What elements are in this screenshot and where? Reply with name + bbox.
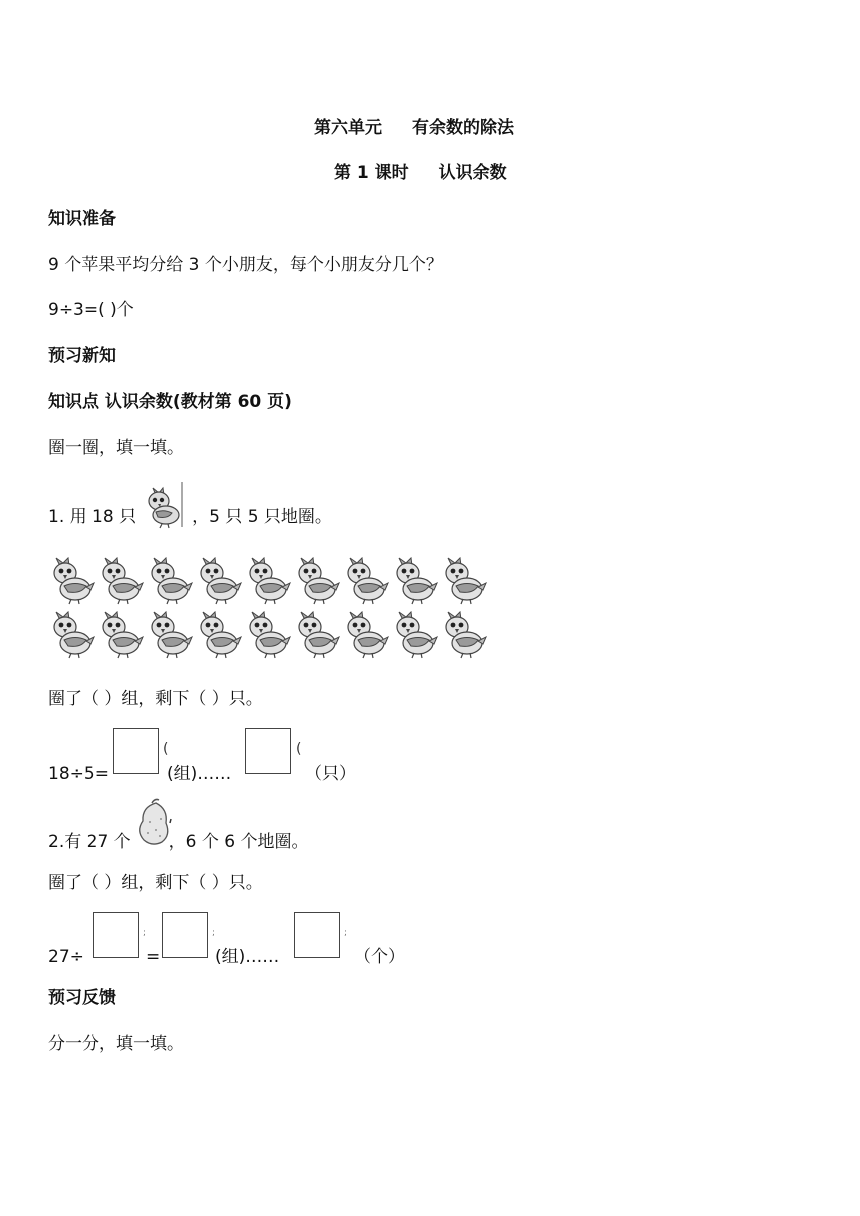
feedback-instruction: 分一分，填一填。 [48,1034,184,1054]
prep-equation: 9÷3=( )个 [48,300,134,320]
bird-icon [152,612,192,658]
bird-icon [299,558,339,604]
q1-bird-icon [142,481,184,529]
bird-icon [103,558,143,604]
bird-icon [397,558,437,604]
q1-eq-mid: (组)…… [167,764,232,784]
q2-eq-left: 27÷ [48,947,84,967]
section-feedback-heading: 预习反馈 [48,988,116,1008]
bird-icon [54,612,94,658]
q1-paren-mark-1: ( [163,741,169,757]
q2-remainder-box[interactable] [294,912,340,958]
q2-answer-line: 圈了（ ）组，剩下（ ）只。 [48,873,263,893]
bird-icon [201,612,241,658]
q2-eq-equals: = [146,947,161,967]
knowledge-point-heading: 知识点 认识余数(教材第 60 页) [48,392,292,412]
q2-box-tick-2: ; [212,928,216,938]
q1-prefix: 1. 用 18 只 [48,507,137,527]
instruction-circle-fill: 圈一圈，填一填。 [48,438,184,458]
q2-suffix: ，6 个 6 个地圈。 [168,832,309,852]
bird-icon [103,612,143,658]
q1-suffix: ，5 只 5 只地圈。 [192,507,332,527]
q1-remainder-box[interactable] [245,728,291,774]
lesson-topic: 认识余数 [438,163,507,183]
q1-eq-end: （只） [305,764,356,784]
q2-prefix: 2.有 27 个 [48,832,131,852]
q1-answer-line: 圈了（ ）组，剩下（ ）只。 [48,689,263,709]
bird-icon [299,612,339,658]
bird-icon [250,558,290,604]
unit-title-topic: 有余数的除法 [412,118,514,138]
lesson-label: 第 1 课时 [334,163,409,183]
q1-paren-mark-2: ( [296,741,302,757]
q2-eq-mid: (组)…… [215,947,280,967]
bird-icon [348,558,388,604]
bird-icon [250,612,290,658]
q1-prompt [48,506,332,528]
q2-dividend-divisor-box[interactable] [93,912,139,958]
q2-quotient-box[interactable] [162,912,208,958]
bird-icon [446,612,486,658]
bird-icon [54,558,94,604]
section-preview-heading: 预习新知 [48,346,116,366]
section-prep-heading: 知识准备 [48,209,116,229]
bird-icon [446,558,486,604]
q1-eq-left: 18÷5= [48,764,109,784]
q2-pear-icon [134,797,176,849]
lesson-title [334,162,507,184]
q1-quotient-box[interactable] [113,728,159,774]
q2-eq-end: （个） [354,947,405,967]
bird-icon [397,612,437,658]
q2-box-tick-1: ; [143,928,147,938]
bird-icon [152,558,192,604]
unit-title-label: 第六单元 [314,118,382,138]
prep-question: 9 个苹果平均分给 3 个小朋友，每个小朋友分几个？ [48,255,443,275]
bird-illustration-grid [48,555,494,667]
unit-title [314,117,514,139]
q2-box-tick-3: ; [344,928,348,938]
bird-icon [201,558,241,604]
bird-icon [348,612,388,658]
q2-prompt [48,831,309,853]
